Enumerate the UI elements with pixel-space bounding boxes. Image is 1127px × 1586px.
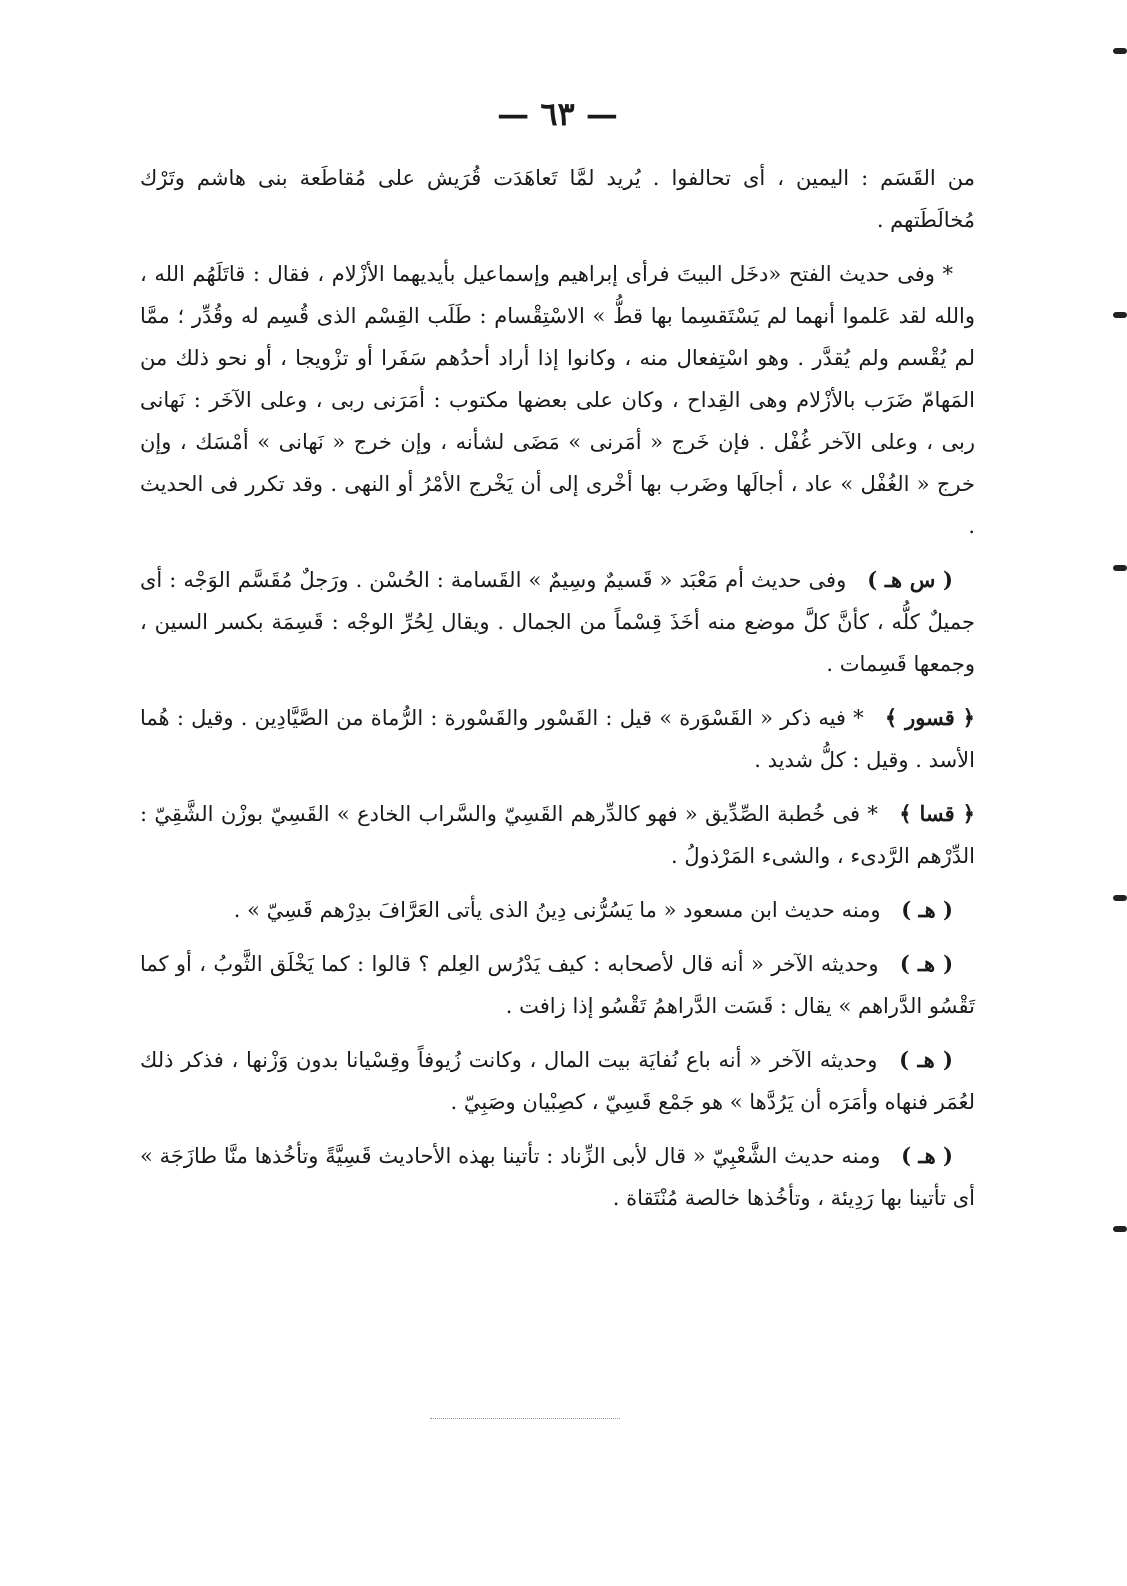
paragraph-umm-mabad xyxy=(140,559,975,685)
paragraph-text: من القَسَم : اليمين ، أى تحالفوا . يُريد لمَّا تَعاهَدَت قُرَيش على مُقاطَعة بنى هاشم وتَرْك مُخالَطَتهم . xyxy=(140,166,975,232)
scan-edge-mark xyxy=(1113,312,1127,318)
paragraph-text: وحديثه الآخر « أنه باع نُفايَة بيت المال ، وكانت زُيوفاً وقِسْيانا بدون وَزْنها ، فذكر ذلك لعُمَر فنهاه وأمَرَه أن يَرُدَّها » هو جَمْع قَسِيّ ، كصِبْيان وصَبِيّ . xyxy=(140,1048,975,1114)
entry-headword: ﴿ قسا ﴾ xyxy=(899,801,975,826)
scan-edge-mark xyxy=(1113,895,1127,901)
page-number: — ٦٣ — xyxy=(497,95,618,133)
entry-headword: ﴿ قسور ﴾ xyxy=(884,705,975,730)
paragraph-hadith-fath xyxy=(140,253,975,547)
scan-edge-mark xyxy=(1113,565,1127,571)
page-content xyxy=(140,95,975,1231)
paragraph-ibn-masud xyxy=(140,889,975,931)
scan-edge-mark xyxy=(1113,1226,1127,1232)
source-marker: ( هـ ) xyxy=(901,1143,953,1168)
footer-divider xyxy=(430,1418,620,1419)
source-marker: ( هـ ) xyxy=(899,1047,953,1072)
paragraph-text: وفى حديث أم مَعْبَد « قَسيمٌ وسِيمٌ » القَسامة : الحُسْن . ورَجلٌ مُقَسَّم الوَجْه : أى جميلٌ كلُّه ، كأنَّ كلَّ موضع منه أخَذَ قِسْماً من الجمال . ويقال لِحُرِّ الوجْه : قَسِمَة بكسر السين ، وجمعها قَسِمات . xyxy=(140,568,975,676)
source-marker: ( هـ ) xyxy=(901,897,953,922)
source-marker: ( س هـ ) xyxy=(867,567,953,592)
scan-edge-mark xyxy=(1113,48,1127,54)
paragraph-text: * فيه ذكر « القَسْوَرة » قيل : القَسْور والقَسْورة : الرُّماة من الصَّيَّادِين . وقيل : هُما الأسد . وقيل : كلُّ شديد . xyxy=(140,706,975,772)
paragraph-hadith-other-1 xyxy=(140,943,975,1027)
paragraph-shabi xyxy=(140,1135,975,1219)
paragraph-hadith-other-2 xyxy=(140,1039,975,1123)
paragraph-continuation xyxy=(140,157,975,241)
entry-qaswar xyxy=(140,697,975,781)
paragraph-text: ومنه حديث الشَّعْبِيّ « قال لأبى الزِّناد : تأتينا بهذه الأحاديث قَسِيَّةً وتأخُذها منَّا طازَجَة » أى تأتينا بها رَدِيئة ، وتأخُذها خالصة مُنْتَقاة . xyxy=(140,1144,975,1210)
entry-qasa xyxy=(140,793,975,877)
paragraph-text: ومنه حديث ابن مسعود « ما يَسُرُّنى دِينُ الذى يأتى العَرَّافَ بدِرْهم قَسِيّ » . xyxy=(233,898,881,922)
paragraph-text: وحديثه الآخر « أنه قال لأصحابه : كيف يَدْرُس العِلم ؟ قالوا : كما يَخْلَق الثَّوبُ ، أو كما تَقْسُو الدَّراهم » يقال : قَسَت الدَّراهمُ تَقْسُو إذا زافت . xyxy=(140,952,975,1018)
source-marker: ( هـ ) xyxy=(899,951,953,976)
paragraph-text: * وفى حديث الفتح «دخَل البيتَ فرأى إبراهيم وإسماعيل بأيديهما الأزْلام ، فقال : قاتَلَهُم الله ، والله لقد عَلموا أنهما لم يَسْتَقسِما بها قطُّ » الاسْتِقْسام : طَلَب القِسْم الذى قُسِم له وقُدِّر ؛ ممَّا لم يُقْسم ولم يُقدَّر . وهو اسْتِفعال منه ، وكانوا إذا أراد أحدُهم سَفَرا أو تزْويجا ، أو نحو ذلك من المَهامّ ضَرَب بالأزْلام وهى القِداح ، وكان على بعضها مكتوب : أمَرَنى ربى ، وعلى الآخَر : نَهانى ربى ، وعلى الآخر غُفْل . فإن خَرج « أمَرنى » مَضَى لشأنه ، وإن خرج « نَهانى » أمْسَك ، وإن خرج « الغُفْل » عاد ، أجالَها وضَرب بها أخْرى إلى أن يَخْرج الأمْرُ أو النهى . وقد تكرر فى الحديث . xyxy=(140,262,975,538)
paragraph-text: * فى خُطبة الصِّدِّيق « فهو كالدِّرهم القَسِيّ والسَّراب الخادع » القَسِيّ بوزْن الشَّقِيّ : الدِّرْهم الرَّدىء ، والشىء المَرْذولُ . xyxy=(140,802,975,868)
